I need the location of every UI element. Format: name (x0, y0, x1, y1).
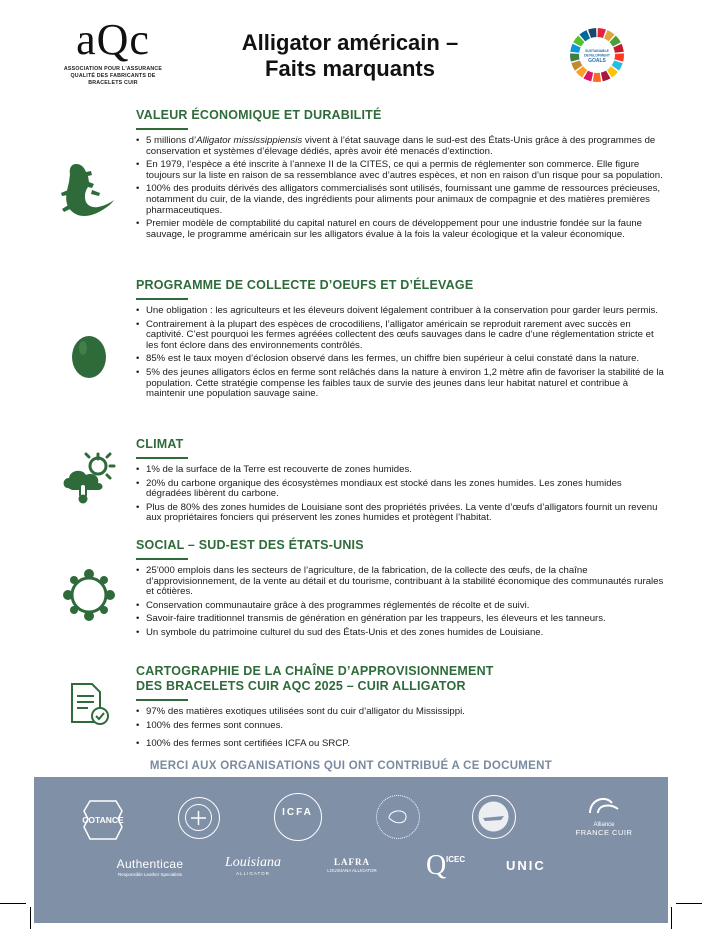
list-item: • 100% des fermes sont certifiées ICFA ou SRCP. (136, 739, 666, 750)
alliance-swirl-icon (584, 793, 624, 817)
aqc-logo-mark: aQc (76, 15, 150, 64)
list-item: • Conservation communautaire grâce à des programmes réglementés de récolte et de suivi. (136, 601, 666, 612)
list-item: • 100% des produits dérivés des alligators commercialisés sont utilisés, fournissant une gamme de ressources précieuses, notamment du cuir, de la viande, des ingrédients pour aliments pour animaux de compagnie et des matières premières pharmaceutiques. (136, 184, 666, 216)
crop-mark (0, 903, 26, 904)
cotance-logo: COTANCE (80, 797, 126, 843)
alligator-icon (58, 160, 118, 220)
bullet-list (136, 306, 666, 400)
list-item: • 97% des matières exotiques utilisées sont du cuir d’alligator du Mississippi. (136, 707, 666, 718)
list-item: • 85% est le taux moyen d’éclosion observé dans les fermes, un chiffre bien supérieur à celui constaté dans la nature. (136, 354, 666, 365)
crop-mark (30, 907, 31, 929)
bullet-list (136, 566, 666, 639)
egg-icon (68, 330, 110, 380)
document-check-icon (66, 682, 112, 726)
list-item: • Savoir-faire traditionnel transmis de génération en génération par les trappeurs, les éleveurs et les tanneurs. (136, 614, 666, 625)
section-supply-chain (136, 664, 666, 753)
bullet-list (136, 465, 666, 524)
sdg-segment (593, 73, 601, 82)
list-item: • En 1979, l’espèce a été inscrite à l’annexe II de la CITES, ce qui a permis de réglementer son commerce. Elle figure toujours sur la liste en raison de sa ressemblance avec d’autres espèces, et non en raison d’un risque pour sa population. (136, 160, 666, 181)
crop-mark (671, 907, 672, 929)
section-social (136, 538, 666, 642)
seal-logo-2 (376, 795, 420, 839)
sdg-label-3: GOALS (588, 58, 606, 64)
section-title: SOCIAL – SUD-EST DES ÉTATS-UNIS (136, 538, 364, 552)
list-item: • Premier modèle de comptabilité du capital naturel en cours de développement pour une industrie fondée sur la faune sauvage, le programme américain sur les alligators évalue à la fois la valeur écologique et la valeur économique. (136, 219, 666, 240)
list-item: • 5 millions d’Alligator mississippiensis vivent à l’état sauvage dans le sud-est des États-Unis grâce à des programmes de conservation et systèmes d’élevage dédiés, après avoir été menacés d’extinction. (136, 136, 666, 157)
list-item: • 1% de la surface de la Terre est recouverte de zones humides. (136, 465, 666, 476)
bullet-list (136, 136, 666, 240)
list-item: • Un symbole du patrimoine culturel du sud des États-Unis et des zones humides de Louisiane. (136, 628, 666, 639)
section-egg-program (136, 278, 666, 403)
aqc-logo (58, 15, 168, 87)
bullet-list (136, 707, 666, 750)
list-item: • Une obligation : les agriculteurs et les éleveurs doivent légalement contribuer à la conservation pour garder leurs permis. (136, 306, 666, 317)
sdg-wheel-icon (569, 27, 625, 83)
section-rule (136, 128, 188, 130)
sdg-segment (570, 53, 580, 61)
section-economic-value (136, 108, 666, 243)
section-title: PROGRAMME DE COLLECTE D’OEUFS ET D’ÉLEVAGE (136, 278, 474, 292)
thanks-heading: MERCI AUX ORGANISATIONS QUI ONT CONTRIBUÉ A CE DOCUMENT (149, 760, 553, 772)
climate-icon (60, 452, 116, 504)
section-title: VALEUR ÉCONOMIQUE ET DURABILITÉ (136, 108, 382, 122)
sdg-label-1: SUSTAINABLE (585, 49, 609, 53)
list-item: • 25’000 emplois dans les secteurs de l’agriculture, de la fabrication, de la collecte des œufs, de la chaîne d’approvisionnement, de la vente au détail et du tourisme, contribuant à la stabilité économique des communautés rurales et côtières. (136, 566, 666, 598)
list-item: • Plus de 80% des zones humides de Louisiane sont des propriétés privées. La vente d’œufs d’alligators fournit un revenu aux propriétaires fonciers qui préservent les zones humides et protègent l’habitat. (136, 503, 666, 524)
list-item: • 5% des jeunes alligators éclos en ferme sont relâchés dans la nature à environ 1,2 mètre afin de favoriser la stabilité de la population. Cette stratégie compense les faibles taux de survie des jeunes dans leur habitat naturel et contribue à maintenir une population sauvage saine. (136, 368, 666, 400)
community-icon (62, 568, 116, 622)
aqc-logo-caption: ASSOCIATION POUR L'ASSURANCE QUALITÉ DES FABRICANTS DE BRACELETS CUIR (63, 66, 163, 86)
icfa-logo: ICFA (274, 793, 322, 841)
authenticae-logo: Authenticae Responsible Leather Specialists (116, 857, 184, 877)
seal-alligator-icon (473, 796, 514, 837)
section-title: CLIMAT (136, 437, 184, 451)
sdg-label-2: DEVELOPMENT (584, 53, 610, 58)
seal-logo-1 (178, 797, 220, 839)
lafra-logo: LAFRA LOUISIANA ALLIGATOR (327, 857, 377, 873)
section-rule (136, 558, 188, 560)
section-climate (136, 437, 666, 527)
section-title: CARTOGRAPHIE DE LA CHAÎNE D’APPROVISIONNEMENT DES BRACELETS CUIR AQC 2025 – CUIR ALLIGATOR (136, 664, 494, 693)
page-title: Alligator américain – Faits marquants (241, 30, 459, 81)
seal-icon (179, 798, 218, 837)
seal-logo-3 (472, 795, 516, 839)
section-rule (136, 298, 188, 300)
partners-footer (34, 777, 668, 923)
alliance-france-cuir-logo: Alliance FRANCE CUIR (554, 793, 654, 837)
seal-map-icon (377, 796, 418, 837)
section-rule (136, 699, 188, 701)
crop-mark (676, 903, 702, 904)
sdg-segment (588, 28, 596, 38)
unic-logo: UNIC (506, 858, 546, 873)
sdg-segment (614, 53, 624, 61)
section-rule (136, 457, 188, 459)
icec-logo: Q ICEC (426, 850, 466, 881)
list-item: • 20% du carbone organique des écosystèmes mondiaux est stocké dans les zones humides. Les zones humides dégradées libèrent du carbone. (136, 479, 666, 500)
list-item: • 100% des fermes sont connues. (136, 721, 666, 732)
louisiana-alligator-logo: Louisiana ALLIGATOR (224, 855, 281, 876)
sdg-segment (598, 28, 606, 38)
list-item: • Contrairement à la plupart des espèces de crocodiliens, l’alligator américain se reproduit rarement avec succès en captivité. C’est pourquoi les fermes agréées collectent des œufs sauvages dans le cadre d’une réglementation stricte et les font éclore dans des environnements contrôlés. (136, 320, 666, 352)
